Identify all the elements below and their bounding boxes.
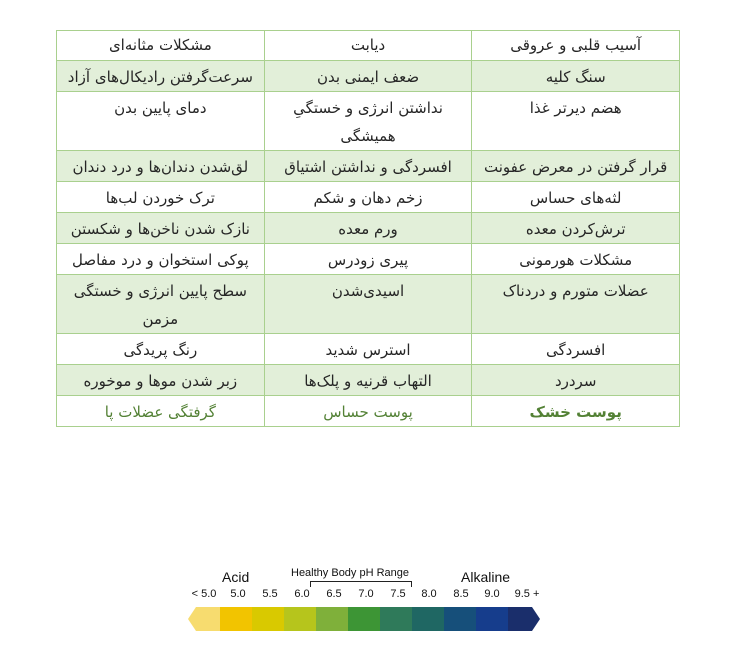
table-cell: ضعف ایمنی بدن [264, 61, 472, 92]
ph-color-segment [316, 607, 349, 631]
ph-color-segment [508, 607, 540, 631]
healthy-range-bracket [310, 581, 412, 587]
healthy-range-label: Healthy Body pH Range [291, 567, 410, 579]
ph-tick-label: 5.0 [230, 588, 246, 600]
table-cell: زخم دهان و شکم [264, 182, 472, 213]
table-cell: پوست حساس [264, 396, 472, 427]
ph-color-segment [476, 607, 509, 631]
ph-color-segment [412, 607, 445, 631]
table-row [57, 365, 680, 396]
ph-color-segment [220, 607, 253, 631]
table-cell: سردرد [472, 365, 680, 396]
table-cell: هضم دیرتر غذا [472, 92, 680, 151]
table-row [57, 334, 680, 365]
ph-color-segment [380, 607, 413, 631]
table-cell: ترک خوردن لب‌ها [57, 182, 265, 213]
table-cell: پیری زودرس [264, 244, 472, 275]
table-cell: مشکلات هورمونی [472, 244, 680, 275]
table-cell: رنگ پریدگی [57, 334, 265, 365]
table-cell: گرفتگی عضلات پا [57, 396, 265, 427]
table-cell: ترش‌کردن معده [472, 213, 680, 244]
table-cell: قرار گرفتن در معرض عفونت [472, 151, 680, 182]
header-cell: مشکلات مثانه‌ای [57, 31, 265, 61]
table-row [57, 61, 680, 92]
table-cell: افسردگی [472, 334, 680, 365]
ph-color-bar [180, 605, 560, 633]
header-cell: دیابت [264, 31, 472, 61]
table-cell: لثه‌های حساس [472, 182, 680, 213]
ph-tick-label: 9.5 + [514, 588, 540, 600]
table-cell: ورم معده [264, 213, 472, 244]
ph-color-segment [284, 607, 317, 631]
table-cell: اسیدی‌شدن [264, 275, 472, 334]
table-row [57, 396, 680, 427]
ph-tick-label: 5.5 [262, 588, 278, 600]
ph-tick-label: 6.5 [326, 588, 342, 600]
ph-tick-label: 7.0 [358, 588, 374, 600]
ph-tick-label: 8.0 [421, 588, 437, 600]
ph-tick-label: 8.5 [453, 588, 469, 600]
table-cell: دمای پایین بدن [57, 92, 265, 151]
table-cell: پوکی استخوان و درد مفاصل [57, 244, 265, 275]
ph-tick-label: 9.0 [484, 588, 500, 600]
ph-tick-label: 7.5 [390, 588, 406, 600]
ph-tick-label: < 5.0 [191, 588, 217, 600]
table-cell: سطح پایین انرژی و خستگی مزمن [57, 275, 265, 334]
table-cell: نازک شدن ناخن‌ها و شکستن [57, 213, 265, 244]
ph-color-segment [348, 607, 381, 631]
table-row [57, 92, 680, 151]
table-cell: عضلات متورم و دردناک [472, 275, 680, 334]
table-cell: زبر شدن موها و موخوره [57, 365, 265, 396]
ph-scale [180, 565, 560, 635]
table-row [57, 182, 680, 213]
ph-color-segment [252, 607, 285, 631]
table-row [57, 244, 680, 275]
table-cell: افسردگی و نداشتن اشتیاق [264, 151, 472, 182]
ph-color-segment [188, 607, 220, 631]
alkaline-label: Alkaline [461, 569, 511, 585]
table-row [57, 151, 680, 182]
table-cell: سرعت‌گرفتن رادیکال‌های آزاد [57, 61, 265, 92]
table-row [57, 213, 680, 244]
ph-tick-label: 6.0 [294, 588, 310, 600]
acid-label: Acid [222, 569, 250, 585]
table-cell: لق‌شدن دندان‌ها و درد دندان [57, 151, 265, 182]
ph-color-segment [444, 607, 477, 631]
header-cell: آسیب قلبی و عروقی [472, 31, 680, 61]
table-cell: استرس شدید [264, 334, 472, 365]
symptoms-table [56, 30, 680, 427]
table-cell: پوست خشک [472, 396, 680, 427]
table-cell: نداشتن انرژی و خستگیِ همیشگی [264, 92, 472, 151]
table-cell: التهاب قرنیه و پلک‌ها [264, 365, 472, 396]
table-row [57, 275, 680, 334]
header-row [57, 31, 680, 61]
table-cell: سنگ کلیه [472, 61, 680, 92]
